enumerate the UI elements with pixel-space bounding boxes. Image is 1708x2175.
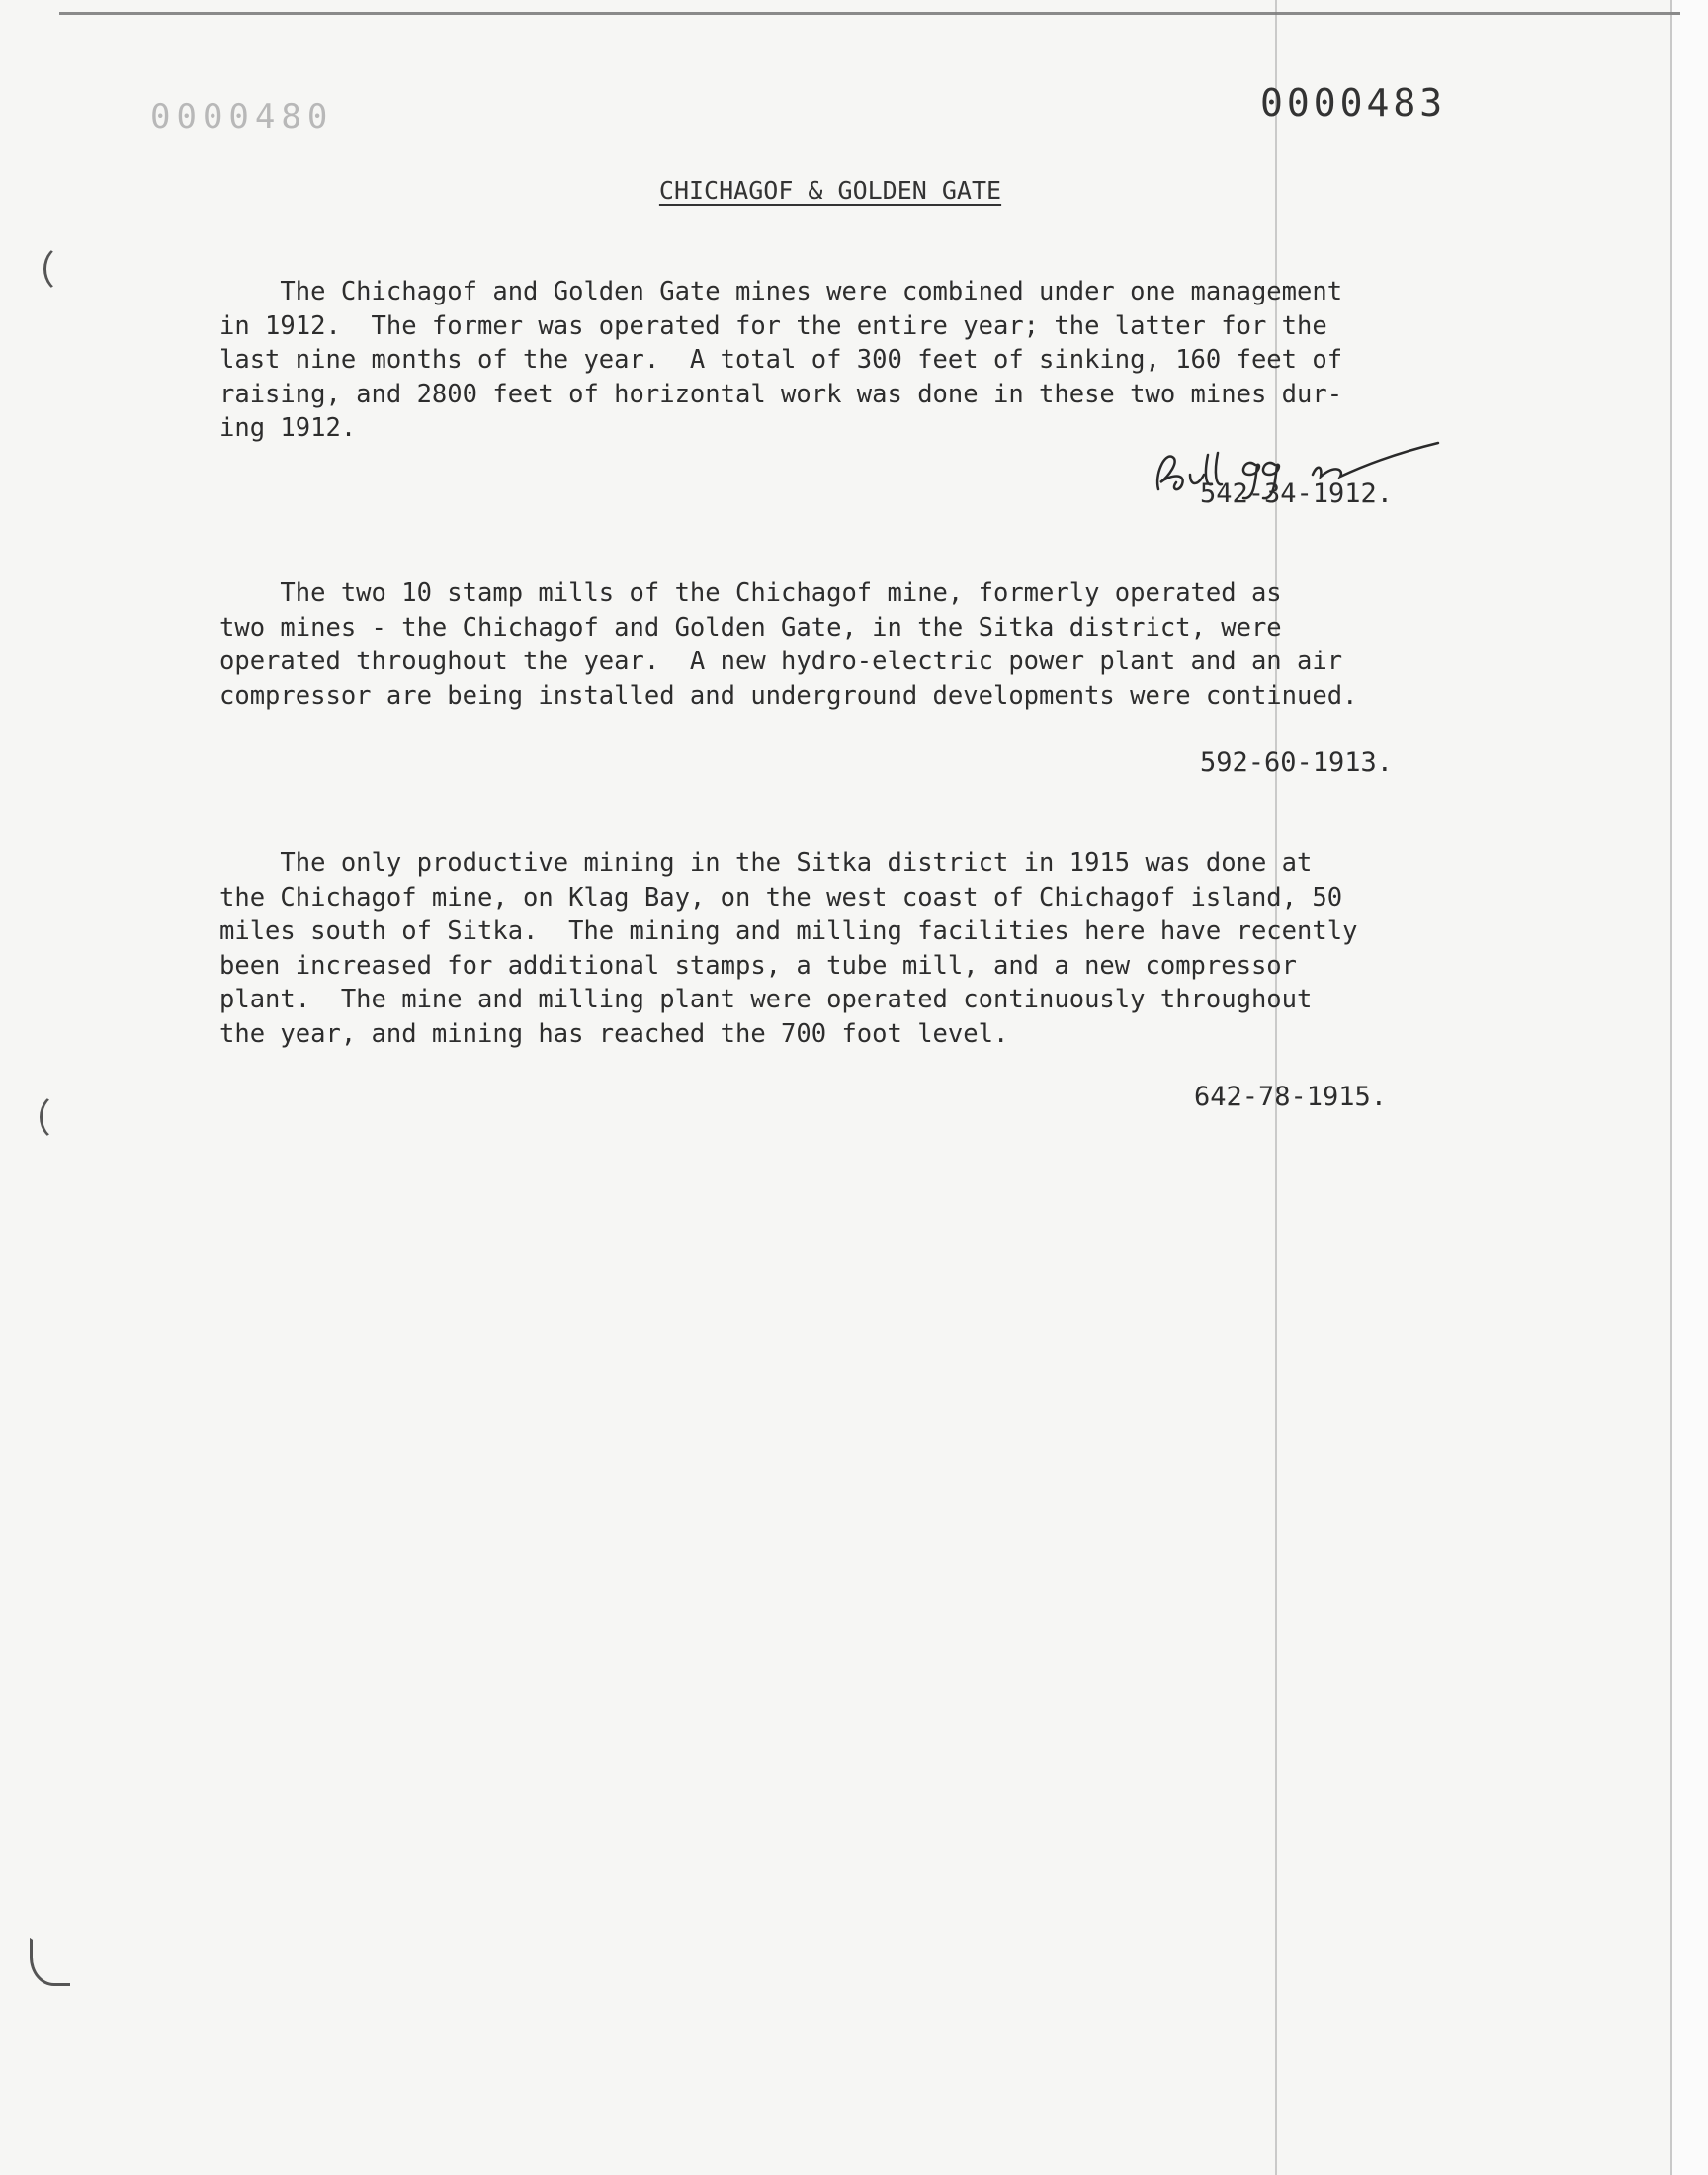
- paragraph-1: The Chichagof and Golden Gate mines were combined under one management in 1912. The former was operated for the entire year; the latter for the last nine months of the year. A total of 300 feet of sinking, 160 feet of raising, and 2800 feet of horizontal work was done in these two mines dur- ing 1912.: [219, 277, 1343, 443]
- faint-document-number: 0000480: [150, 97, 334, 136]
- top-rule: [59, 12, 1680, 15]
- reference-3: 642-78-1915.: [1194, 1082, 1388, 1112]
- document-number: 0000483: [1260, 81, 1447, 125]
- binder-hole-top: [43, 245, 84, 293]
- reference-2: 592-60-1913.: [1200, 747, 1394, 778]
- paragraph-2: The two 10 stamp mills of the Chichagof mine, formerly operated as two mines - the Chichagof and Golden Gate, in the Sitka district, were operated throughout the year. A new hydro-electric power plant and an air compressor are being installed and underground developments were continued.: [219, 578, 1358, 711]
- reference-1: 542-34-1912.: [1200, 478, 1394, 509]
- paragraph-3: The only productive mining in the Sitka district in 1915 was done at the Chichagof mine, on Klag Bay, on the west coast of Chichagof island, 50 miles south of Sitka. The mining and milling facilities here have recently been increased for additional stamps, a tube mill, and a new compressor plant. The mine and milling plant were operated continuously throughout the year, and mining has reached the 700 foot level.: [219, 848, 1358, 1049]
- page-edge: [1670, 0, 1708, 2175]
- document-title: CHICHAGOF & GOLDEN GATE: [658, 176, 1002, 205]
- binder-hole-middle: [40, 1093, 80, 1141]
